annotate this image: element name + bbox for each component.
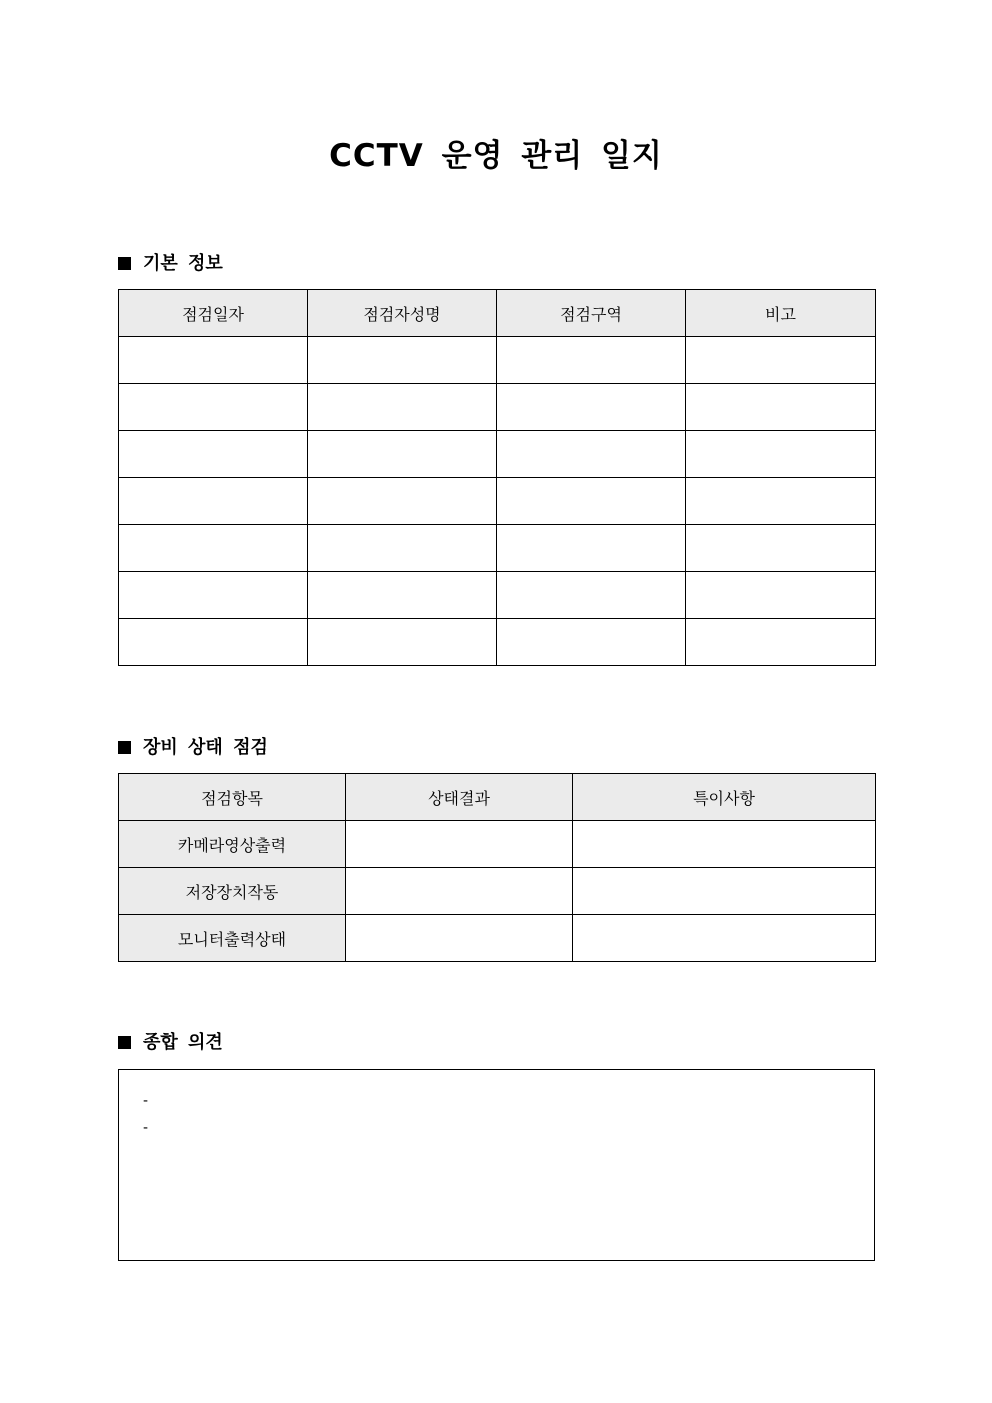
table-header-row bbox=[119, 774, 876, 821]
inspection-area-cell[interactable] bbox=[497, 572, 686, 619]
inspector-name-cell[interactable] bbox=[308, 431, 497, 478]
inspector-name-cell[interactable] bbox=[308, 572, 497, 619]
opinion-bullet-line: - bbox=[143, 1120, 149, 1136]
column-header-special-notes: 특이사항 bbox=[573, 774, 876, 821]
inspector-name-cell[interactable] bbox=[308, 384, 497, 431]
inspection-date-cell[interactable] bbox=[119, 619, 308, 666]
column-header-check-item: 점검항목 bbox=[119, 774, 346, 821]
check-item-cell: 모니터출력상태 bbox=[119, 915, 346, 962]
opinion-bullet-line: - bbox=[143, 1093, 149, 1109]
check-item-cell: 카메라영상출력 bbox=[119, 821, 346, 868]
remarks-cell[interactable] bbox=[686, 619, 876, 666]
square-bullet-icon bbox=[118, 741, 131, 754]
section-heading-equipment-check bbox=[118, 736, 268, 760]
special-notes-cell[interactable] bbox=[573, 821, 876, 868]
inspector-name-cell[interactable] bbox=[308, 337, 497, 384]
section-title: 장비 상태 점검 bbox=[143, 737, 268, 758]
table-row bbox=[119, 572, 876, 619]
square-bullet-icon bbox=[118, 1036, 131, 1049]
status-result-cell[interactable] bbox=[346, 821, 573, 868]
inspector-name-cell[interactable] bbox=[308, 525, 497, 572]
remarks-cell[interactable] bbox=[686, 431, 876, 478]
table-row bbox=[119, 915, 876, 962]
table-row bbox=[119, 478, 876, 525]
table-row bbox=[119, 525, 876, 572]
inspection-date-cell[interactable] bbox=[119, 525, 308, 572]
section-title: 종합 의견 bbox=[143, 1032, 223, 1053]
section-title: 기본 정보 bbox=[143, 253, 223, 274]
table-row bbox=[119, 821, 876, 868]
inspector-name-cell[interactable] bbox=[308, 619, 497, 666]
special-notes-cell[interactable] bbox=[573, 915, 876, 962]
inspector-name-cell[interactable] bbox=[308, 478, 497, 525]
overall-opinion-box[interactable] bbox=[118, 1069, 875, 1261]
table-row bbox=[119, 431, 876, 478]
table-row bbox=[119, 384, 876, 431]
inspection-area-cell[interactable] bbox=[497, 478, 686, 525]
section-heading-overall-opinion bbox=[118, 1031, 223, 1055]
square-bullet-icon bbox=[118, 257, 131, 270]
table-row bbox=[119, 868, 876, 915]
inspection-area-cell[interactable] bbox=[497, 431, 686, 478]
table-header-row bbox=[119, 290, 876, 337]
column-header-remarks: 비고 bbox=[686, 290, 876, 337]
inspection-area-cell[interactable] bbox=[497, 619, 686, 666]
remarks-cell[interactable] bbox=[686, 478, 876, 525]
remarks-cell[interactable] bbox=[686, 572, 876, 619]
inspection-area-cell[interactable] bbox=[497, 337, 686, 384]
special-notes-cell[interactable] bbox=[573, 868, 876, 915]
column-header-status-result: 상태결과 bbox=[346, 774, 573, 821]
basic-info-table bbox=[118, 289, 876, 666]
remarks-cell[interactable] bbox=[686, 384, 876, 431]
column-header-inspection-date: 점검일자 bbox=[119, 290, 308, 337]
inspection-area-cell[interactable] bbox=[497, 384, 686, 431]
inspection-date-cell[interactable] bbox=[119, 431, 308, 478]
column-header-inspection-area: 점검구역 bbox=[497, 290, 686, 337]
status-result-cell[interactable] bbox=[346, 868, 573, 915]
column-header-inspector-name: 점검자성명 bbox=[308, 290, 497, 337]
inspection-date-cell[interactable] bbox=[119, 337, 308, 384]
inspection-area-cell[interactable] bbox=[497, 525, 686, 572]
remarks-cell[interactable] bbox=[686, 337, 876, 384]
remarks-cell[interactable] bbox=[686, 525, 876, 572]
table-row bbox=[119, 337, 876, 384]
section-heading-basic-info bbox=[118, 252, 223, 276]
page-title: CCTV 운영 관리 일지 bbox=[329, 138, 663, 174]
status-result-cell[interactable] bbox=[346, 915, 573, 962]
inspection-date-cell[interactable] bbox=[119, 572, 308, 619]
inspection-date-cell[interactable] bbox=[119, 384, 308, 431]
equipment-check-table bbox=[118, 773, 876, 962]
inspection-date-cell[interactable] bbox=[119, 478, 308, 525]
table-row bbox=[119, 619, 876, 666]
check-item-cell: 저장장치작동 bbox=[119, 868, 346, 915]
